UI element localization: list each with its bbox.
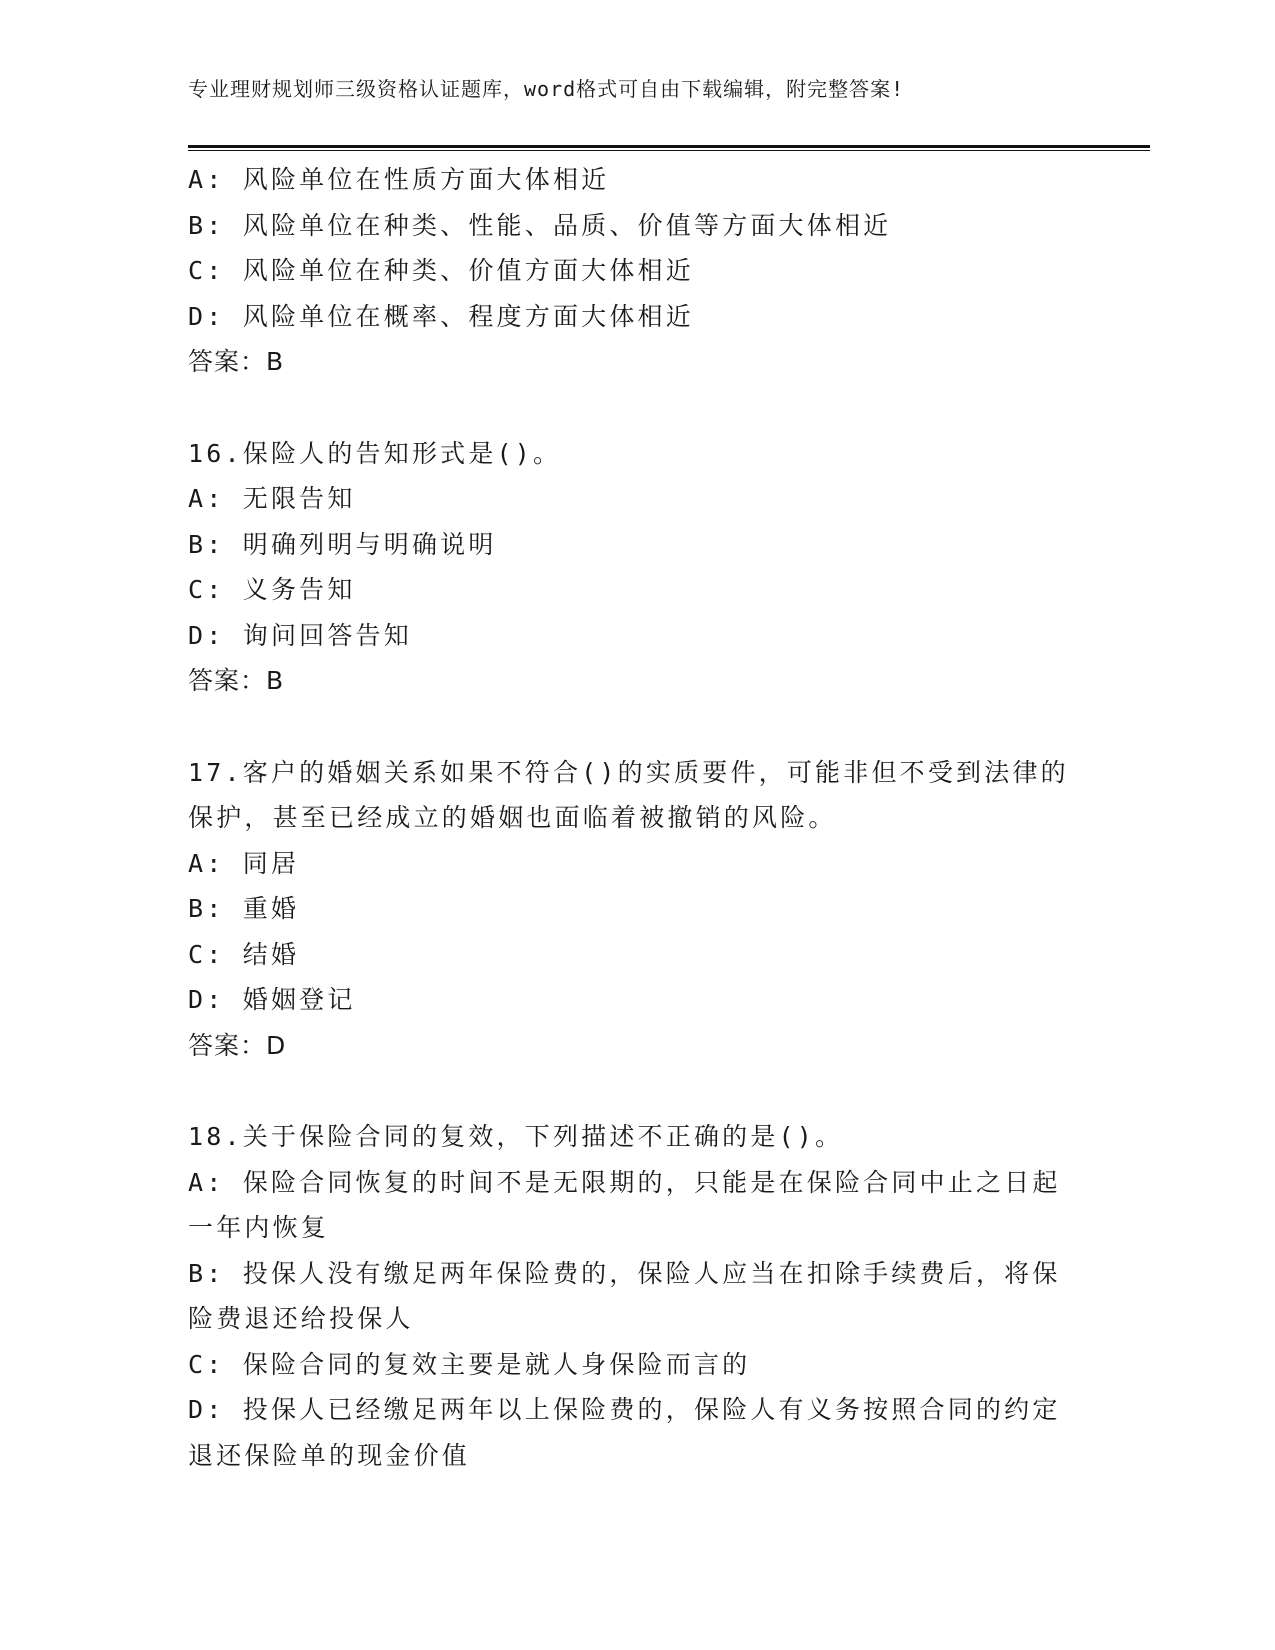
option-b: B: 投保人没有缴足两年保险费的，保险人应当在扣除手续费后，将保 — [188, 1258, 1061, 1288]
option-b: B: 风险单位在种类、性能、品质、价值等方面大体相近 — [188, 210, 892, 240]
answer-line: 答案：B — [188, 347, 285, 376]
option-d: D: 婚姻登记 — [188, 985, 356, 1014]
option-a: A: 风险单位在性质方面大体相近 — [188, 165, 610, 194]
spacer — [188, 704, 1088, 750]
page-header: 专业理财规划师三级资格认证题库，word格式可自由下载编辑，附完整答案! — [188, 77, 905, 101]
option-d-continued: 退还保险单的现金价值 — [188, 1440, 471, 1470]
question-17 — [188, 750, 1088, 1069]
question-stem-continued: 保护，甚至已经成立的婚姻也面临着被撤销的风险。 — [188, 803, 837, 832]
question-stem: 17.客户的婚姻关系如果不符合()的实质要件，可能非但不受到法律的 — [188, 757, 1069, 787]
option-a: A: 无限告知 — [188, 484, 356, 513]
option-b: B: 明确列明与明确说明 — [188, 529, 497, 559]
option-a: A: 保险合同恢复的时间不是无限期的，只能是在保险合同中止之日起 — [188, 1167, 1061, 1197]
question-18 — [188, 1114, 1088, 1478]
spacer — [188, 1068, 1088, 1114]
header-divider-thin — [188, 150, 1150, 151]
question-16 — [188, 431, 1088, 704]
answer-line: 答案：B — [188, 666, 285, 695]
question-stem: 18.关于保险合同的复效，下列描述不正确的是()。 — [188, 1122, 844, 1151]
question-content — [188, 157, 1088, 1478]
option-b-continued: 险费退还给投保人 — [188, 1304, 414, 1333]
option-a-continued: 一年内恢复 — [188, 1213, 330, 1242]
option-c: C: 风险单位在种类、价值方面大体相近 — [188, 256, 694, 285]
option-b: B: 重婚 — [188, 894, 300, 923]
spacer — [188, 385, 1088, 431]
option-c: C: 义务告知 — [188, 575, 356, 604]
option-d: D: 投保人已经缴足两年以上保险费的，保险人有义务按照合同的约定 — [188, 1395, 1061, 1424]
question-stem: 16.保险人的告知形式是()。 — [188, 438, 562, 468]
option-c: C: 结婚 — [188, 939, 300, 969]
option-d: D: 询问回答告知 — [188, 620, 412, 650]
answer-line: 答案：D — [188, 1030, 287, 1060]
option-d: D: 风险单位在概率、程度方面大体相近 — [188, 301, 694, 331]
header-divider-thick — [188, 145, 1150, 148]
option-c: C: 保险合同的复效主要是就人身保险而言的 — [188, 1349, 751, 1379]
question-15 — [188, 157, 1088, 385]
option-a: A: 同居 — [188, 848, 300, 878]
